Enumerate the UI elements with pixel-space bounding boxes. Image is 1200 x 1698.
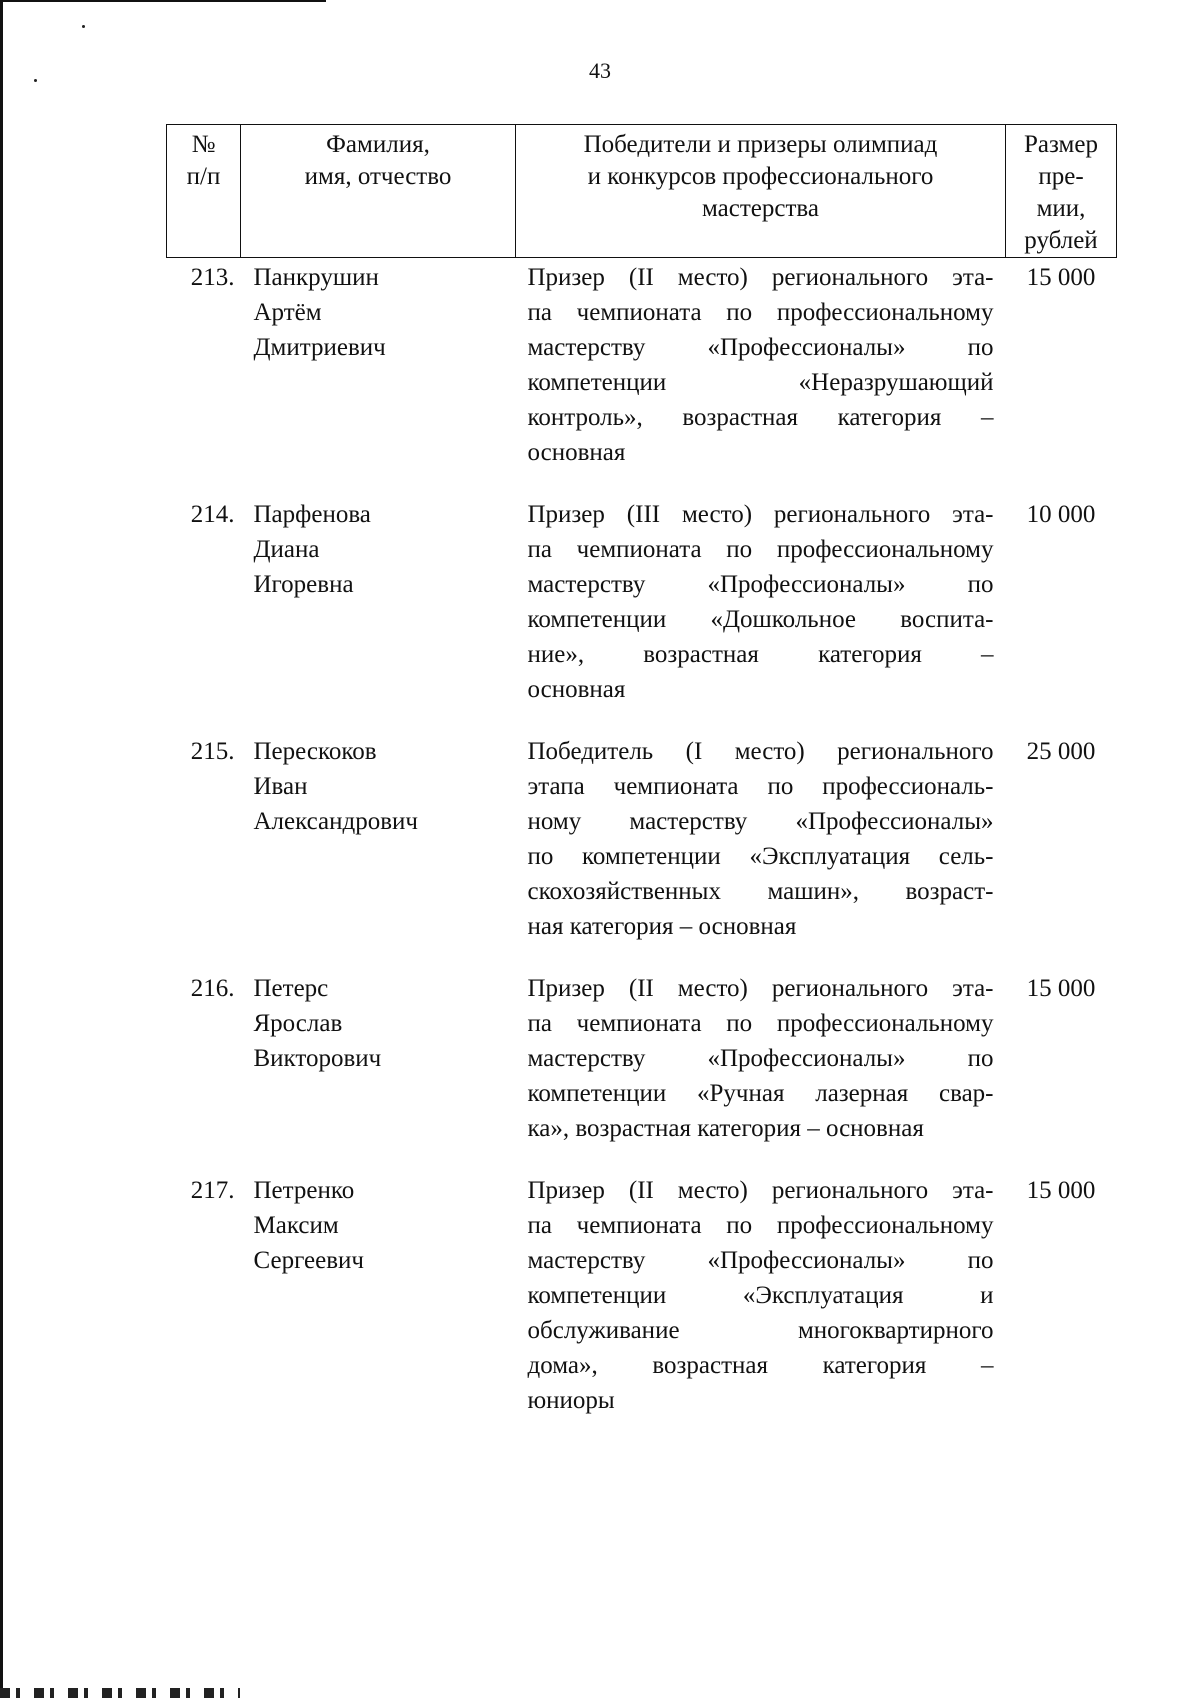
description-line: юниоры xyxy=(527,1387,615,1414)
description-line: Победитель (I место) регионального xyxy=(527,738,994,765)
surname: Панкрушин xyxy=(253,264,379,291)
given-name: Иван xyxy=(253,773,308,800)
description-line: мастерству «Профессионалы» по xyxy=(527,1045,994,1072)
description-line: по компетенции «Эксплуатация сель- xyxy=(527,843,994,870)
scan-edge-top xyxy=(0,0,326,2)
patronymic: Александрович xyxy=(253,808,419,835)
description-line: компетенции «Неразрушающий xyxy=(527,369,994,396)
header-amount-line: рублей xyxy=(1024,227,1098,254)
description-line: мастерству «Профессионалы» по xyxy=(527,334,994,361)
header-number-line: № xyxy=(191,131,216,158)
row-name xyxy=(241,971,516,1173)
description-line: скохозяйственных машин», возраст- xyxy=(527,878,994,905)
header-description xyxy=(516,125,1006,258)
description-line: па чемпионата по профессиональному xyxy=(527,536,994,563)
description-line: компетенции «Ручная лазерная свар- xyxy=(527,1080,994,1107)
scan-edge-left xyxy=(0,0,3,1698)
description-line: па чемпионата по профессиональному xyxy=(527,299,994,326)
surname: Петерс xyxy=(253,975,329,1002)
description-line: дома», возрастная категория – xyxy=(527,1352,994,1379)
row-amount: 10 000 xyxy=(1026,501,1096,528)
description-line: па чемпионата по профессиональному xyxy=(527,1010,994,1037)
table-row xyxy=(167,734,1117,971)
surname: Парфенова xyxy=(253,501,371,528)
header-amount-line: Размер xyxy=(1024,131,1098,158)
header-amount-line: пре- xyxy=(1038,163,1084,190)
row-number: 215. xyxy=(190,738,235,765)
row-description xyxy=(516,1173,1006,1445)
description-line: ние», возрастная категория – xyxy=(527,641,994,668)
header-description-line: Победители и призеры олимпиад xyxy=(583,131,938,158)
row-amount: 15 000 xyxy=(1026,264,1096,291)
header-description-line: мастерства xyxy=(702,195,819,222)
row-number: 213. xyxy=(190,264,235,291)
description-line: основная xyxy=(527,676,626,703)
row-name xyxy=(241,734,516,971)
table-row xyxy=(167,497,1117,734)
row-amount: 15 000 xyxy=(1026,975,1096,1002)
header-name-line: Фамилия, xyxy=(326,131,430,158)
description-line: Призер (II место) регионального эта- xyxy=(527,975,994,1002)
header-description-line: и конкурсов профессионального xyxy=(587,163,934,190)
header-name xyxy=(241,125,516,258)
page-number: 43 xyxy=(589,58,611,83)
row-description xyxy=(516,258,1006,498)
description-line: контроль», возрастная категория – xyxy=(527,404,994,431)
header-name-line: имя, отчество xyxy=(304,163,452,190)
table-row xyxy=(167,258,1117,498)
description-line: компетенции «Эксплуатация и xyxy=(527,1282,994,1309)
patronymic: Игоревна xyxy=(253,571,354,598)
row-amount: 15 000 xyxy=(1026,1177,1096,1204)
description-line: Призер (II место) регионального эта- xyxy=(527,264,994,291)
row-name xyxy=(241,258,516,498)
row-name xyxy=(241,1173,516,1445)
description-line: ная категория – основная xyxy=(527,913,797,940)
row-number: 214. xyxy=(190,501,235,528)
description-line: па чемпионата по профессиональному xyxy=(527,1212,994,1239)
header-number-line: п/п xyxy=(186,163,221,190)
scan-artifact-bottom xyxy=(0,1688,240,1698)
description-line: Призер (II место) регионального эта- xyxy=(527,1177,994,1204)
description-line: ка», возрастная категория – основная xyxy=(527,1115,924,1142)
row-number: 217. xyxy=(190,1177,235,1204)
header-amount-line: мии, xyxy=(1036,195,1086,222)
description-line: ному мастерству «Профессионалы» xyxy=(527,808,994,835)
given-name: Максим xyxy=(253,1212,339,1239)
surname: Перескоков xyxy=(253,738,377,765)
row-description xyxy=(516,734,1006,971)
scan-speck xyxy=(82,25,85,28)
surname: Петренко xyxy=(253,1177,355,1204)
row-description xyxy=(516,497,1006,734)
description-line: обслуживание многоквартирного xyxy=(527,1317,994,1344)
description-line: мастерству «Профессионалы» по xyxy=(527,571,994,598)
description-line: мастерству «Профессионалы» по xyxy=(527,1247,994,1274)
row-name xyxy=(241,497,516,734)
description-line: Призер (III место) регионального эта- xyxy=(527,501,994,528)
awards-table xyxy=(166,124,1117,1445)
description-line: этапа чемпионата по профессиональ- xyxy=(527,773,994,800)
row-number: 216. xyxy=(190,975,235,1002)
patronymic: Дмитриевич xyxy=(253,334,386,361)
row-description xyxy=(516,971,1006,1173)
table-row xyxy=(167,1173,1117,1445)
given-name: Артём xyxy=(253,299,322,326)
description-line: основная xyxy=(527,439,626,466)
row-amount: 25 000 xyxy=(1026,738,1096,765)
patronymic: Викторович xyxy=(253,1045,382,1072)
header-amount xyxy=(1006,125,1117,258)
description-line: компетенции «Дошкольное воспита- xyxy=(527,606,994,633)
table-row xyxy=(167,971,1117,1173)
given-name: Диана xyxy=(253,536,320,563)
header-number xyxy=(167,125,241,258)
table-header xyxy=(167,125,1117,258)
given-name: Ярослав xyxy=(253,1010,343,1037)
patronymic: Сергеевич xyxy=(253,1247,364,1274)
